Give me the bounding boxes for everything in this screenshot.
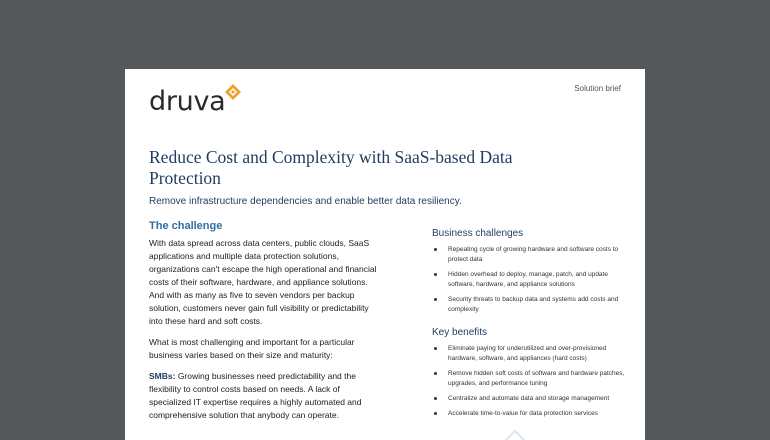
list-item: Centralize and automate data and storage management — [432, 394, 628, 404]
key-benefits-list — [432, 344, 628, 419]
business-challenges-heading: Business challenges — [432, 228, 524, 239]
page-subtitle: Remove infrastructure dependencies and enable better data resiliency. — [149, 196, 462, 207]
challenge-body — [149, 237, 379, 430]
druva-diamond-icon — [224, 83, 242, 101]
challenge-heading: The challenge — [149, 220, 223, 232]
list-item: Hidden overhead to deploy, manage, patch, and update software, hardware, and appliance solutions — [432, 270, 628, 290]
smb-label: SMBs: — [149, 371, 176, 381]
list-item: Accelerate time-to-value for data protection services — [432, 409, 628, 419]
druva-logo — [149, 85, 242, 119]
challenge-paragraph-3 — [149, 370, 379, 422]
sidebar-column — [432, 228, 628, 431]
smb-text: Growing businesses need predictability and the flexibility to control costs based on needs. A lack of specialized IT expertise requires a highly automated and comprehensive solution that anybody can operate. — [149, 371, 362, 420]
logo-text: druva — [149, 86, 226, 117]
challenge-paragraph-2: What is most challenging and important for a particular business varies based on their size and maturity: — [149, 337, 355, 360]
list-item: Security threats to backup data and systems add costs and complexity — [432, 295, 628, 315]
key-benefits-heading: Key benefits — [432, 327, 488, 338]
business-challenges-list — [432, 245, 628, 315]
challenge-paragraph-1: With data spread across data centers, public clouds, SaaS applications and multiple data protection solutions, organizations can't escape the high operational and financial costs of their software, hardware, and appliance solutions. And with as many as five to seven vendors per backup solution, customers never gain full visibility or predictability into these hard and soft costs. — [149, 238, 377, 326]
list-item: Eliminate paying for underutilized and over-provisioned hardware, software, and appliances (hard costs) — [432, 344, 628, 364]
document-type-label: Solution brief — [574, 84, 621, 93]
list-item: Remove hidden soft costs of software and hardware patches, upgrades, and performance tuning — [432, 369, 628, 389]
watermark-diamond-icon — [495, 429, 535, 440]
list-item: Repeating cycle of growing hardware and software costs to protect data — [432, 245, 628, 265]
page-title: Reduce Cost and Complexity with SaaS-based Data Protection — [149, 147, 513, 188]
document-page — [125, 69, 645, 440]
